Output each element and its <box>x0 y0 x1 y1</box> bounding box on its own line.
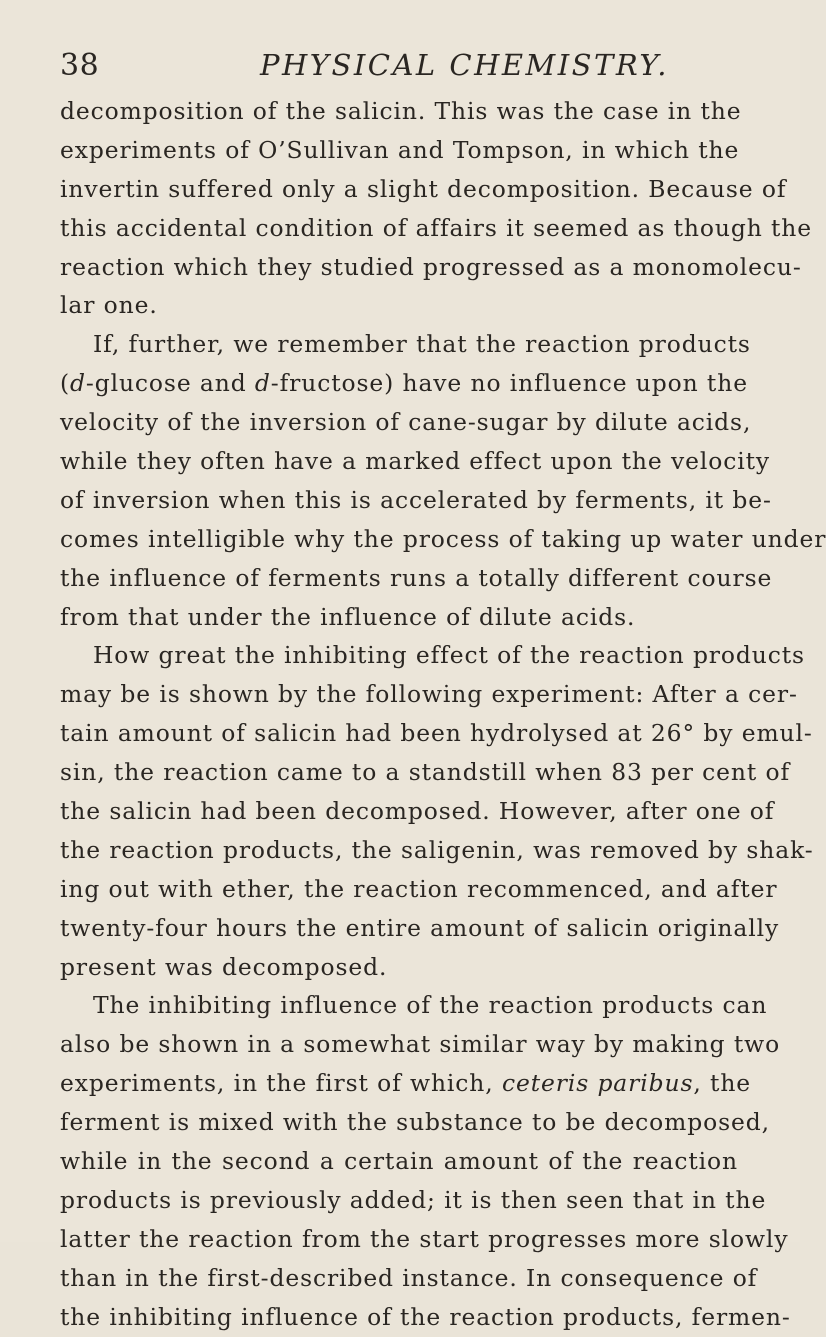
text-line: the influence of ferments runs a totally different course <box>60 563 773 592</box>
page-header <box>60 48 750 88</box>
text-line: from that under the influence of dilute acids. <box>60 602 636 631</box>
text-line: the inhibiting influence of the reaction products, fermen- <box>60 1302 791 1331</box>
italic-text: d <box>70 369 86 398</box>
text-line: while in the second a certain amount of the reaction <box>60 1147 738 1176</box>
text-line: sin, the reaction came to a standstill when 83 per cent of <box>60 758 791 787</box>
text-line: this accidental condition of affairs it seemed as though the <box>60 213 813 242</box>
text-line: than in the first-described instance. In consequence of <box>60 1263 758 1292</box>
text-line: also be shown in a somewhat similar way by making two <box>60 1030 781 1059</box>
text-line: lar one. <box>60 291 158 320</box>
text-line: experiments of O’Sullivan and Tompson, in which the <box>60 135 740 164</box>
text-line: tain amount of salicin had been hydrolysed at 26° by emul- <box>60 719 813 748</box>
text-line: reaction which they studied progressed as a monomolecu- <box>60 252 802 281</box>
text-line: ferment is mixed with the substance to be decomposed, <box>60 1108 770 1137</box>
text-line: If, further, we remember that the reaction products <box>93 330 751 359</box>
text-line: How great the inhibiting effect of the reaction products <box>93 641 805 670</box>
text-line: the salicin had been decomposed. However, after one of <box>60 797 775 826</box>
running-head: PHYSICAL CHEMISTRY. <box>260 48 669 82</box>
italic-text: d <box>254 369 271 398</box>
body-text <box>60 92 826 1337</box>
text-line: twenty-four hours the entire amount of salicin originally <box>60 913 780 942</box>
text-line: decomposition of the salicin. This was the case in the <box>60 97 742 125</box>
text-line: ing out with ether, the reaction recommenced, and after <box>60 874 778 903</box>
text-run: , the <box>693 1069 752 1098</box>
text-run: -fructose) have no influence upon the <box>270 369 748 398</box>
text-line: products is previously added; it is then seen that in the <box>60 1185 767 1214</box>
text-line: The inhibiting influence of the reaction products can <box>93 991 768 1020</box>
text-line: the reaction products, the saligenin, was removed by shak- <box>60 835 814 864</box>
text-run: ( <box>60 369 71 398</box>
text-line <box>60 364 748 403</box>
text-run: experiments, in the first of which, <box>60 1069 494 1098</box>
text-line: may be is shown by the following experiment: After a cer- <box>60 680 798 709</box>
text-line: invertin suffered only a slight decomposition. Because of <box>60 174 787 203</box>
text-run: -glucose and <box>85 369 255 398</box>
italic-text: ceteris paribus <box>501 1069 694 1098</box>
text-line: velocity of the inversion of cane-sugar by dilute acids, <box>60 408 752 437</box>
text-line: while they often have a marked effect upon the velocity <box>60 447 770 476</box>
text-line <box>60 1064 752 1103</box>
text-line: latter the reaction from the start progresses more slowly <box>60 1224 789 1253</box>
page-number: 38 <box>60 48 100 83</box>
text-line: of inversion when this is accelerated by ferments, it be- <box>60 485 772 514</box>
text-line: present was decomposed. <box>60 952 388 981</box>
text-line: comes intelligible why the process of taking up water under <box>60 524 826 553</box>
